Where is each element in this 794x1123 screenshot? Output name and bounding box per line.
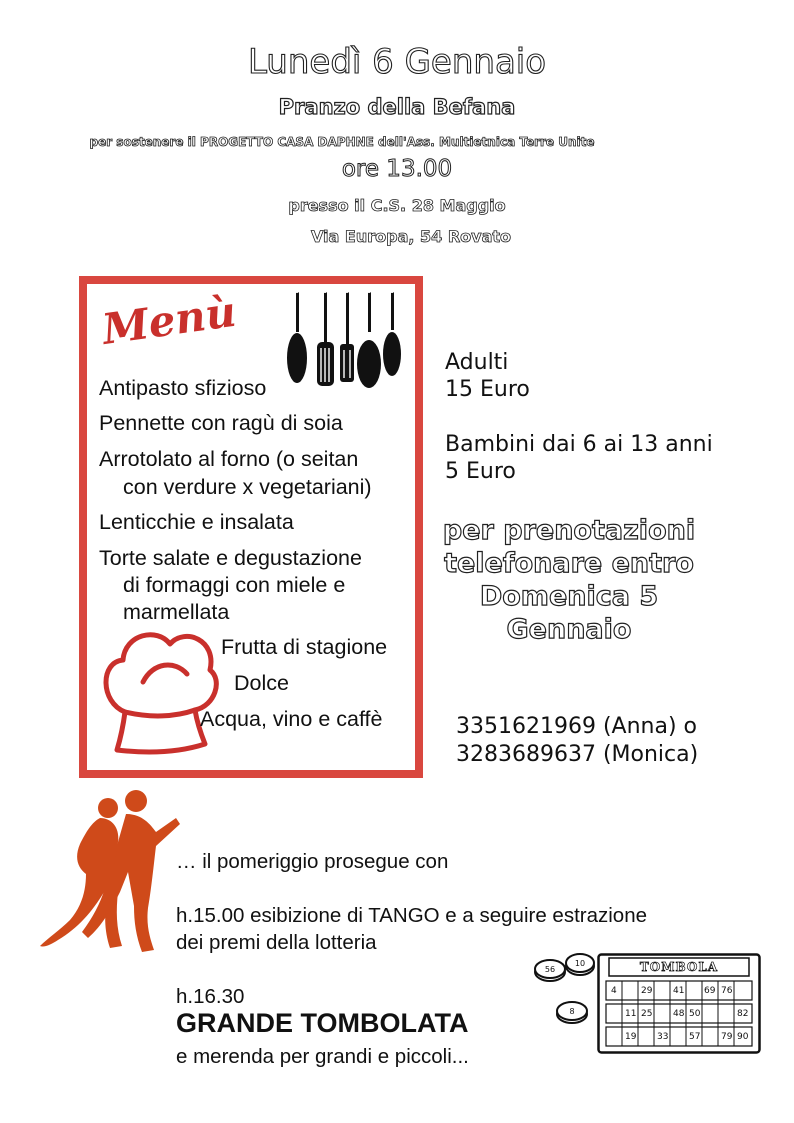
tombola-title: GRANDE TOMBOLATA	[176, 1008, 469, 1038]
tombola-number: 79	[721, 1032, 733, 1042]
tombola-number: 90	[737, 1032, 749, 1042]
event-time: ore 13.00	[341, 156, 453, 182]
menu-item: Frutta di stagione	[221, 635, 388, 659]
tombola-number: 41	[673, 986, 685, 996]
menu-item: Acqua, vino e caffè	[200, 707, 383, 731]
svg-text:56: 56	[544, 965, 556, 974]
booking-line: Gennaio	[506, 614, 632, 645]
kitchen-utensils-icon	[278, 288, 408, 394]
tombola-time: h.16.30	[176, 985, 245, 1008]
chef-hat-icon	[95, 622, 225, 758]
svg-text:10: 10	[574, 959, 586, 968]
booking-line: Domenica 5	[479, 581, 659, 612]
tombola-number: 69	[704, 986, 716, 996]
tombola-number: 29	[641, 986, 653, 996]
tombola-subtitle: e merenda per grandi e piccoli...	[176, 1045, 469, 1068]
menu-item: di formaggi con miele e	[123, 573, 346, 597]
menu-item: Torte salate e degustazione	[99, 546, 362, 570]
tombola-number: 19	[625, 1032, 637, 1042]
child-label: Bambini dai 6 ai 13 anni	[445, 432, 713, 457]
tango-line-2: dei premi della lotteria	[176, 931, 377, 954]
event-subtitle: Pranzo della Befana	[278, 95, 516, 119]
tombola-number: 25	[641, 1009, 653, 1019]
svg-text:8: 8	[569, 1007, 575, 1016]
menu-item: Pennette con ragù di soia	[99, 411, 343, 435]
menu-item: Antipasto sfizioso	[99, 376, 267, 400]
phone-monica: 3283689637 (Monica)	[456, 742, 699, 767]
tombola-card	[597, 953, 761, 1054]
menu-item: Lenticchie e insalata	[99, 510, 294, 534]
adult-price: 15 Euro	[445, 377, 530, 402]
event-purpose: per sostenere il PROGETTO CASA DAPHNE dell'Ass. Multietnica Terre Unite	[89, 135, 595, 149]
tombola-number: 11	[625, 1009, 637, 1019]
tombola-number: 76	[721, 986, 733, 996]
tombola-number: 33	[657, 1032, 669, 1042]
tombola-number: 50	[689, 1009, 701, 1019]
tombola-number: 48	[673, 1009, 685, 1019]
adult-label: Adulti	[445, 350, 509, 375]
tombola-number: 4	[611, 986, 617, 996]
booking-line: telefonare entro	[444, 548, 694, 579]
menu-item: marmellata	[123, 600, 230, 624]
menu-item: con verdure x vegetariani)	[123, 475, 372, 499]
booking-line: per prenotazioni	[442, 515, 696, 546]
event-venue: presso il C.S. 28 Maggio	[288, 196, 506, 215]
tombola-tokens-icon	[528, 952, 602, 1028]
menu-item: Arrotolato al forno (o seitan	[99, 447, 359, 471]
tombola-number: 57	[689, 1032, 701, 1042]
event-date-title: Lunedì 6 Gennaio	[247, 42, 547, 82]
phone-anna: 3351621969 (Anna) o	[456, 714, 698, 739]
child-price: 5 Euro	[445, 459, 516, 484]
tango-line-1: h.15.00 esibizione di TANGO e a seguire estrazione	[176, 904, 648, 927]
menu-title: Menù	[99, 286, 239, 354]
afternoon-intro: … il pomeriggio prosegue con	[176, 850, 449, 873]
event-address: Via Europa, 54 Rovato	[310, 227, 512, 246]
tombola-card-label: TOMBOLA	[639, 960, 719, 974]
tango-dancers-icon	[38, 788, 188, 956]
tombola-number: 82	[737, 1009, 749, 1019]
menu-item: Dolce	[234, 671, 289, 695]
